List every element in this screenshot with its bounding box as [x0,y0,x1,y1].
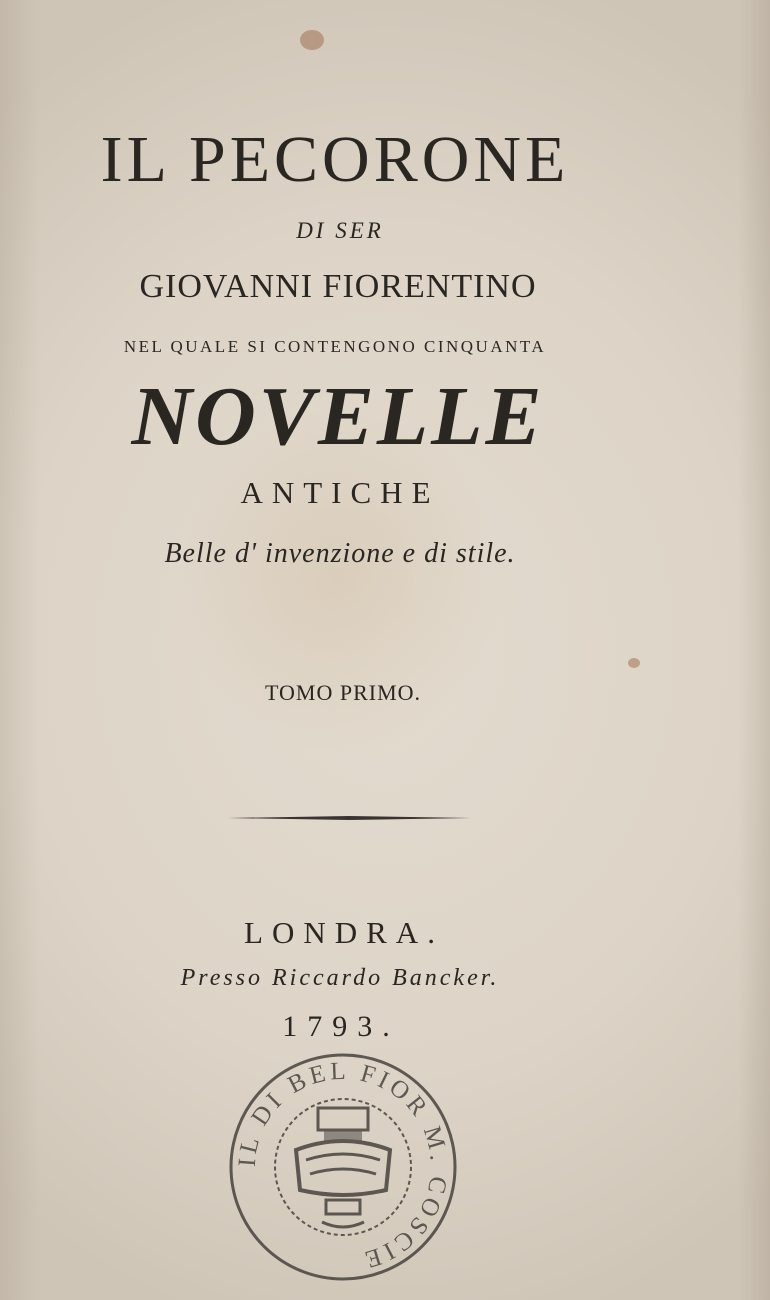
volume-label: TOMO PRIMO. [264,680,422,705]
author-prefix: DI SER [296,218,384,243]
svg-text:IL DI BEL FIOR M. COSCIE [234,1058,452,1274]
library-stamp [226,1050,460,1284]
antiche-line: ANTICHE [240,475,440,510]
imprint-printer: Presso Riccardo Bancker. [180,965,500,991]
foxing-spot [300,30,324,50]
stamp-emblem-icon [296,1108,390,1227]
foxing-spot [628,658,640,668]
imprint-city: LONDRA. [244,915,444,950]
subtitle: Belle d' invenzione e di stile. [164,538,516,569]
imprint-year: 1793. [282,1010,400,1043]
contents-line: NEL QUALE SI CONTENGONO CINQUANTA [123,337,547,356]
page-edge-shadow-right [738,0,770,1300]
stamp-legend: IL DI BEL FIOR M. COSCIE [233,1057,453,1274]
ornamental-rule [228,815,471,821]
novelle-heading: NOVELLE [131,370,545,463]
book-title: IL PECORONE [100,123,570,196]
author-name: GIOVANNI FIORENTINO [139,268,537,305]
